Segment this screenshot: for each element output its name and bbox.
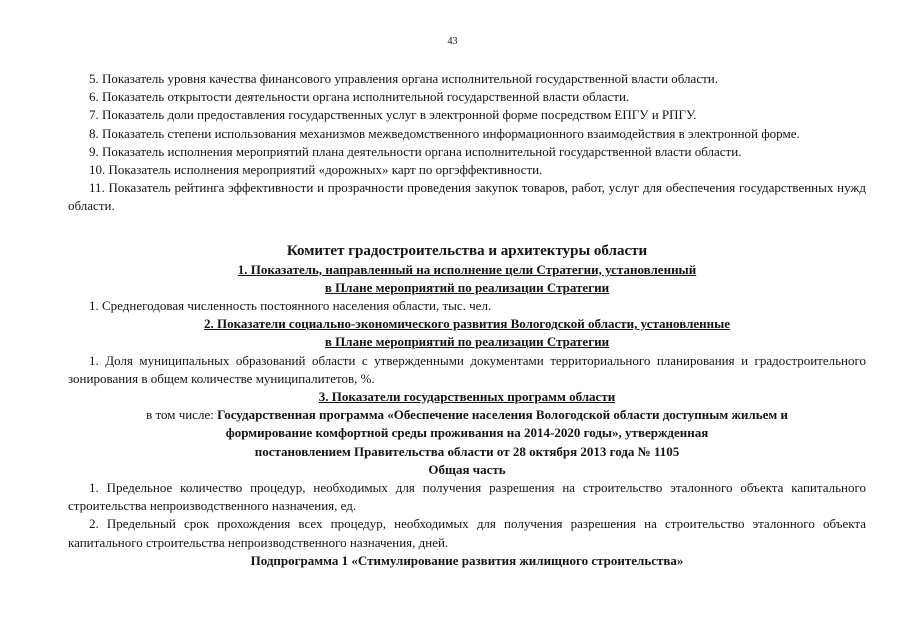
page-number: 43 — [447, 36, 458, 47]
section2-heading-line1: 2. Показатели социально-экономического развития Вологодской области, установленные — [203, 316, 731, 332]
intro-item-11: 11. Показатель рейтинга эффективности и прозрачности проведения закупок товаров, работ, услуг для обеспечения государственных нужд области. — [68, 180, 866, 214]
document-body — [68, 70, 866, 570]
section3-heading: 3. Показатели государственных программ области — [318, 389, 616, 405]
intro-item-7: 7. Показатель доли предоставления государственных услуг в электронной форме посредством ЕПГУ и РПГУ. — [89, 107, 697, 123]
general-part-heading: Общая часть — [428, 461, 506, 477]
section-spacer — [68, 216, 866, 241]
program-title-line3: постановлением Правительства области от 28 октября 2013 года № 1105 — [254, 443, 680, 459]
section2-heading-line2: в Плане мероприятий по реализации Стратегии — [324, 334, 610, 350]
intro-item-9: 9. Показатель исполнения мероприятий плана деятельности органа исполнительной государственной власти области. — [89, 143, 742, 159]
program-name-line1: Государственная программа «Обеспечение населения Вологодской области доступным жильем и — [217, 407, 788, 423]
intro-item-10: 10. Показатель исполнения мероприятий «дорожных» карт по оргэффективности. — [89, 162, 543, 178]
section1-heading-line1: 1. Показатель, направленный на исполнение цели Стратегии, установленный — [237, 261, 697, 277]
program-title-line1 — [68, 406, 866, 424]
subprogram-heading: Подпрограмма 1 «Стимулирование развития жилищного строительства» — [250, 552, 684, 568]
section3-item-1: 1. Предельное количество процедур, необходимых для получения разрешения на строительство эталонного объекта капитального строительства непроизводственного назначения, ед. — [68, 480, 866, 514]
section2-item-1: 1. Доля муниципальных образований области с утвержденными документами территориального планирования и градостроительного зонирования в общем количестве муниципалитетов, %. — [68, 352, 866, 386]
section3-item-2: 2. Предельный срок прохождения всех процедур, необходимых для получения разрешения на строительство эталонного объекта капитального строительства непроизводственного назначения, дней. — [68, 516, 866, 550]
including-prefix: в том числе: — [146, 407, 218, 423]
section1-heading-line2: в Плане мероприятий по реализации Стратегии — [324, 279, 610, 295]
section1-item-1: 1. Среднегодовая численность постоянного населения области, тыс. чел. — [89, 298, 492, 314]
intro-item-5: 5. Показатель уровня качества финансового управления органа исполнительной государственной власти области. — [89, 71, 718, 86]
committee-title: Комитет градостроительства и архитектуры области — [286, 242, 648, 259]
intro-item-8: 8. Показатель степени использования механизмов межведомственного информационного взаимодействия в электронной форме. — [89, 125, 800, 141]
program-title-line2: формирование комфортной среды проживания на 2014-2020 годы», утвержденная — [225, 425, 709, 441]
intro-item-6: 6. Показатель открытости деятельности органа исполнительной государственной власти области. — [89, 89, 630, 105]
